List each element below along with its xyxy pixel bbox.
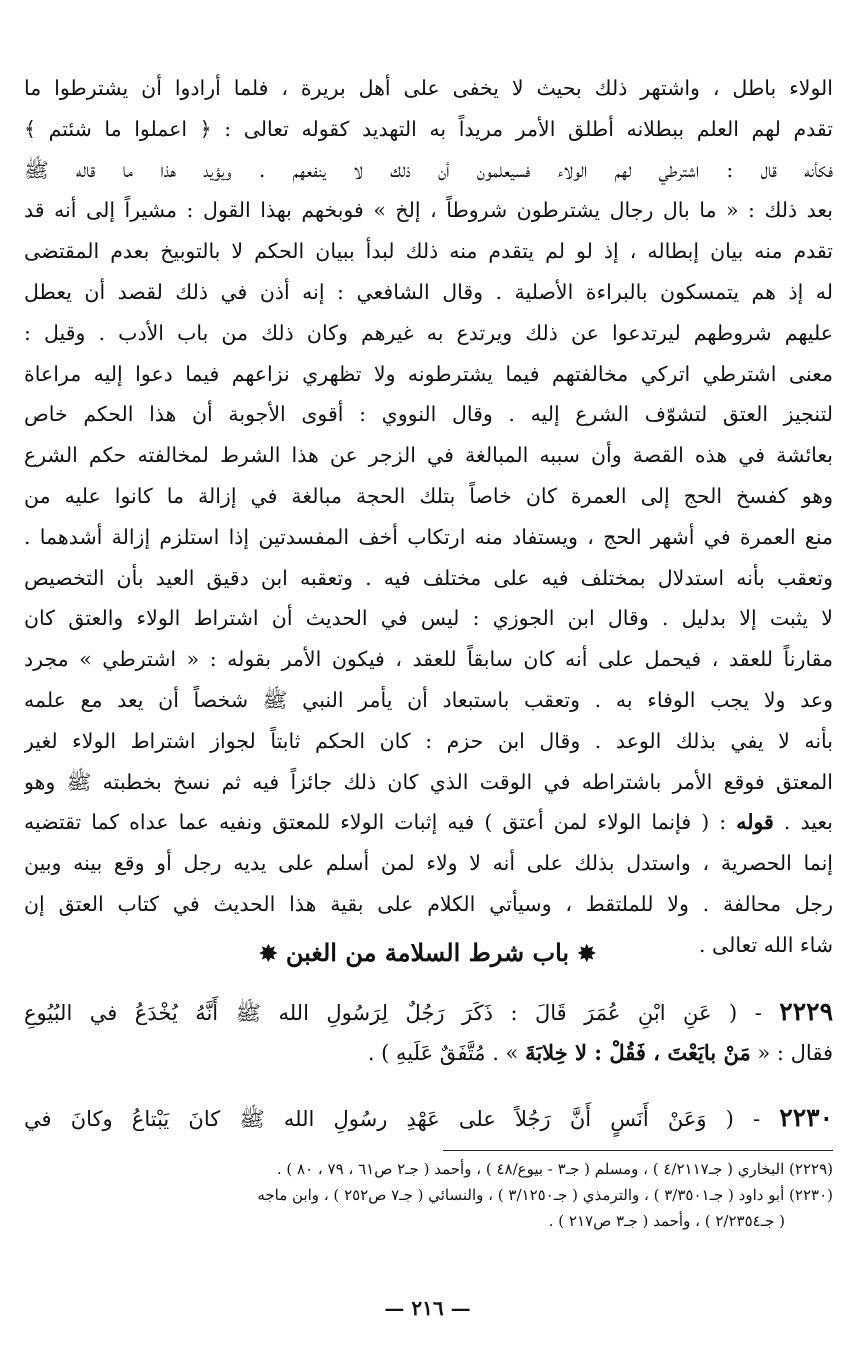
commentary-text <box>24 68 833 966</box>
footnote: (٢٢٣٠) أبو داود ( جـ٣/٣٥٠١ ) ، والترمذي ( جـ٣/١٢٥٠ ) ، والنسائي ( جـ٧ ص٢٥٢ ) ، وابن ماجه <box>257 1186 833 1204</box>
text-line: وتعقب بأنه استدلال بمختلف فيه على مختلف فيه . وتعقبه ابن دقيق العيد بأن التخصيص <box>24 565 833 590</box>
text-line: إنما الحصرية ، واستدل بذلك على أنه لا ولاء لمن أسلم على يديه رجل أو وقع بينه وبين <box>24 851 833 876</box>
hadith-text: - ( عَنِ ابْنِ عُمَرَ قَالَ : ذَكَرَ رَجُلٌ لِرَسُولِ الله ﷺ أَنَّهُ يُخْدَعُ في البُيُوعِ <box>24 1001 780 1025</box>
text-line: المعتق فوقع الأمر باشتراطه في الوقت الذي كان ذلك جائزاً فيه ثم نسخ بخطبته ﷺ وهو <box>24 769 833 794</box>
text-line: له إذ هم يتمسكون بالبراءة الأصلية . وقال الشافعي : إنه أذن في ذلك لقصد أن يعطل <box>24 279 833 304</box>
text-line: تقدم لهم العلم ببطلانه أطلق الأمر مريداً به التهديد كقوله تعالى : ﴿ اعملوا ما شئتم ﴾ <box>24 116 833 141</box>
hadith-line <box>24 1033 833 1074</box>
text-line: عليهم شروطهم ليرتدعوا عن ذلك ويرتدع به غيرهم وكان ذلك من باب الأدب . وقيل : <box>24 320 833 345</box>
text-line: تقدم منه بيان إبطاله ، إذ لو لم يتقدم منه ذلك لبدأ ببيان الحكم لا بالتوبيخ بعدم المقتضى <box>24 239 833 264</box>
text-line: بعائشة في هذه القصة وأن سببه المبالغة في الزجر عن هذا الشرط لمخالفته حكم الشرع <box>24 443 833 468</box>
text-fragment: : ( فإنما الولاء لمن أعتق ) فيه إثبات الولاء للمعتق ونفيه عما عداه كما تقتضيه <box>24 810 737 835</box>
hadith-line <box>24 992 833 1033</box>
hadith-2229 <box>24 992 833 1074</box>
footnotes <box>24 1156 833 1234</box>
text-line: بأنه لا يفي بذلك الوعد . وقال ابن حزم : كان الحكم ثابتاً لجواز اشتراط الولاء لغير <box>24 728 833 753</box>
footnote-continuation: ( جـ٢/٢٣٥٤ ) ، وأحمد ( جـ٣ ص٢١٧ ) . <box>548 1212 785 1230</box>
hadith-2230 <box>24 1098 833 1139</box>
hadith-text: فقال : « <box>750 1040 833 1065</box>
star-ornament-icon: ✸ <box>259 941 278 967</box>
text-line: رجل محالفة . ولا للملتقط ، وسيأتي الكلام على بقية هذا الحديث في كتاب العتق إن <box>24 891 833 916</box>
hadith-number: ٢٢٢٩ <box>779 997 833 1026</box>
star-ornament-icon: ✸ <box>577 941 596 967</box>
hadith-line <box>24 1098 833 1139</box>
text-line: شاء الله تعالى . <box>698 932 833 957</box>
text-line: لتنجيز العتق لتشوّف الشرع إليه . وقال النووي : أقوى الأجوبة أن هذا الحكم خاص <box>24 402 833 427</box>
text-line: وهو كفسخ الحج إلى العمرة كان خاصاً بتلك الحجة مبالغة في إزالة ما كانوا عليه من <box>24 483 833 508</box>
text-line: وعد ولا يجب الوفاء به . وتعقب باستبعاد أن يأمر النبي ﷺ شخصاً أن يعد مع علمه <box>24 687 833 712</box>
chapter-heading <box>0 938 855 967</box>
text-line: فكأنه قال : اشترطي لهم الولاء فسيعلمون أن ذلك لا ينفعهم . ويؤيد هذا ما قاله ﷺ <box>24 157 833 182</box>
text-line: منع العمرة في أشهر الحج ، ويستفاد منه ارتكاب أخف المفسدتين إذا استلزم إزالة أشدهما . <box>24 524 833 549</box>
text-line: مقارناً للعقد ، فيحمل على أنه كان سابقاً للعقد ، فيكون الأمر بقوله : « اشترطي » مجرد <box>24 647 833 672</box>
hadith-quote: مَنْ بايَعْتَ ، فَقُلْ : لا خِلابَةَ <box>525 1039 751 1065</box>
footnote-divider <box>443 1150 833 1151</box>
text-line: بعد ذلك : « ما بال رجال يشترطون شروطاً ، إلخ » فوبخهم بهذا القول : مشيراً إلى أنه قد <box>24 198 833 223</box>
hadith-number: ٢٢٣٠ <box>779 1103 833 1132</box>
text-line: معنى اشترطي اتركي مخالفتهم فيما يشترطونه ولا تظهري نزاعهم فيما دعوا إليه مراعاة <box>24 361 833 386</box>
text-line: لا يثبت إلا بدليل . وقال ابن الجوزي : ليس في الحديث أن اشتراط الولاء والعتق كان <box>24 606 833 631</box>
page-number: — ٢١٦ — <box>384 1296 471 1320</box>
text-line: الولاء باطل ، واشتهر ذلك بحيث لا يخفى على أهل بريرة ، فلما أرادوا أن يشترطوا ما <box>24 76 833 100</box>
qawluhu-keyword: قوله <box>736 810 774 835</box>
text-fragment: بعيد . <box>773 810 833 835</box>
hadith-text: - ( وَعَنْ أَنَسٍ أَنَّ رَجُلاً على عَهْدِ رسُولِ الله ﷺ كانَ يَبْتاعُ وكانَ في <box>24 1107 780 1131</box>
hadith-text: » . مُتَّفَقٌ عَلَيهِ ) . <box>367 1040 526 1065</box>
chapter-title: باب شرط السلامة من الغبن <box>285 938 570 967</box>
text-line-qawluhu <box>24 802 833 843</box>
footnote: (٢٢٢٩) البخاري ( جـ٤/٢١١٧ ) ، ومسلم ( جـ٣ - بيوع/٤٨ ) ، وأحمد ( جـ٢ ص٦١ ، ٧٩ ، ٨٠ ) . <box>276 1160 833 1178</box>
